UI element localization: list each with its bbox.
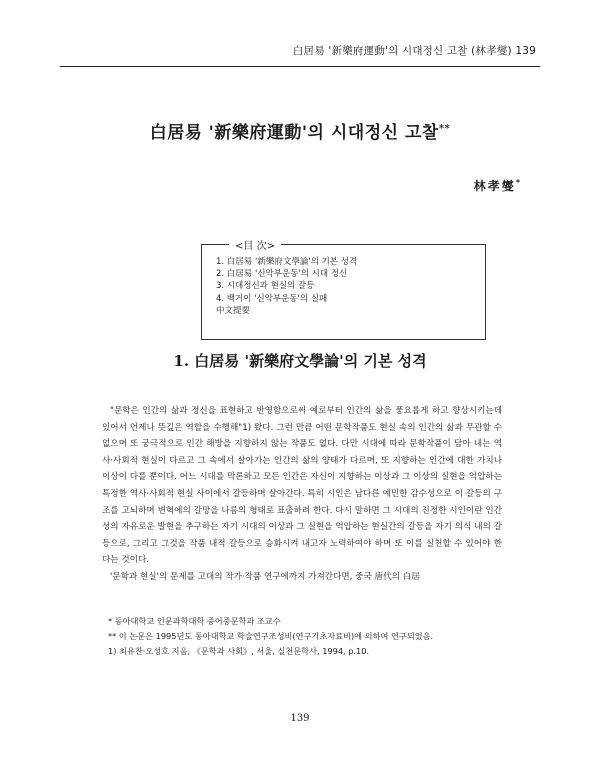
footnotes bbox=[108, 614, 508, 659]
toc-item: 4. 백거이 '신악부운동'의 실패 bbox=[216, 293, 328, 304]
title-text: 白居易 '新樂府運動'의 시대정신 고찰 bbox=[149, 123, 439, 143]
page-number: 139 bbox=[290, 713, 310, 724]
author-name bbox=[474, 177, 522, 194]
body-text bbox=[102, 403, 502, 586]
footnote: 1) 최유찬·오성호 지음, 《문학과 사회》, 서울, 실천문학사, 1994, p.10. bbox=[108, 646, 370, 656]
title-footnote-mark: ** bbox=[438, 123, 451, 135]
footnote: ** 이 논문은 1995년도 동아대학교 학술연구조성비(연구기초자료비)에 의하여 연구되었음. bbox=[108, 631, 434, 641]
paragraph: "문학은 인간의 삶과 정신을 표현하고 반영함으로써 예로부터 인간의 삶을 풍요롭게 하고 향상시키는데 있어서 언제나 뜻깊은 역할을 수행해"1) 왔다. 그런 만큼 어떤 문학작품도 현실 속의 인간의 삶과 무관할 수 없으며 또 궁극적으로 인간 해방을 지향하지 않는 작품도 없다. 다만 시대에 따라 문학작품이 담아 내는 역사·사회적 현실이 다르고 그 속에서 살아가는 인간의 삶의 양태가 다르며, 또 지향하는 인간에 대한 가치나 이상이 다를 뿐이다. 어느 시대를 막론하고 모든 인간은 자신이 지향하는 이상과 그 이상의 실현을 억압하는 특정한 역사·사회적 현실 사이에서 갈등하며 살아간다. 특히 시인은 남다른 예민한 감수성으로 이 갈등의 구조를 고뇌하며 변혁에의 갈망을 나름의 형태로 표출하려 한다. 다시 말하면 그 시대의 진정한 시인이란 인간성의 자유로운 발현을 추구하는 자기 시대의 이상과 그 실현을 억압하는 현실간의 갈등을 자기 의식 내의 갈등으로, 그리고 그것을 작품 내적 갈등으로 승화시켜 내고자 노력하여야 하며 또 이를 실천할 수 있어야 한다는 것이다. bbox=[102, 406, 502, 566]
author-text: 林孝燮 bbox=[473, 179, 516, 193]
toc-item: 3. 시대정신과 현실의 갈등 bbox=[216, 281, 315, 292]
toc-item: 中文提要 bbox=[216, 305, 251, 316]
toc-item: 2. 白居易 '신악부운동'의 시대 정신 bbox=[216, 269, 348, 280]
footnote: * 동아대학교 인문과학대학 중어중문학과 조교수 bbox=[108, 616, 281, 626]
toc-list bbox=[216, 256, 357, 317]
section-heading: 1. 白居易 '新樂府文學論'의 기본 성격 bbox=[173, 352, 427, 370]
author-footnote-mark: * bbox=[515, 177, 522, 187]
running-head: 白居易 '新樂府運動'의 시대정신 고찰 (林孝燮) 139 bbox=[292, 45, 536, 57]
toc-header: <目 次> bbox=[130, 237, 380, 252]
header-rule bbox=[60, 66, 540, 67]
paragraph: '문학과 현실'의 문제를 고대의 작가·작품 연구에까지 가져간다면, 중국 唐代의 白居 bbox=[110, 571, 420, 582]
toc-item: 1. 白居易 '新樂府文學論'의 기본 성격 bbox=[216, 257, 358, 267]
paper-title bbox=[0, 118, 600, 143]
